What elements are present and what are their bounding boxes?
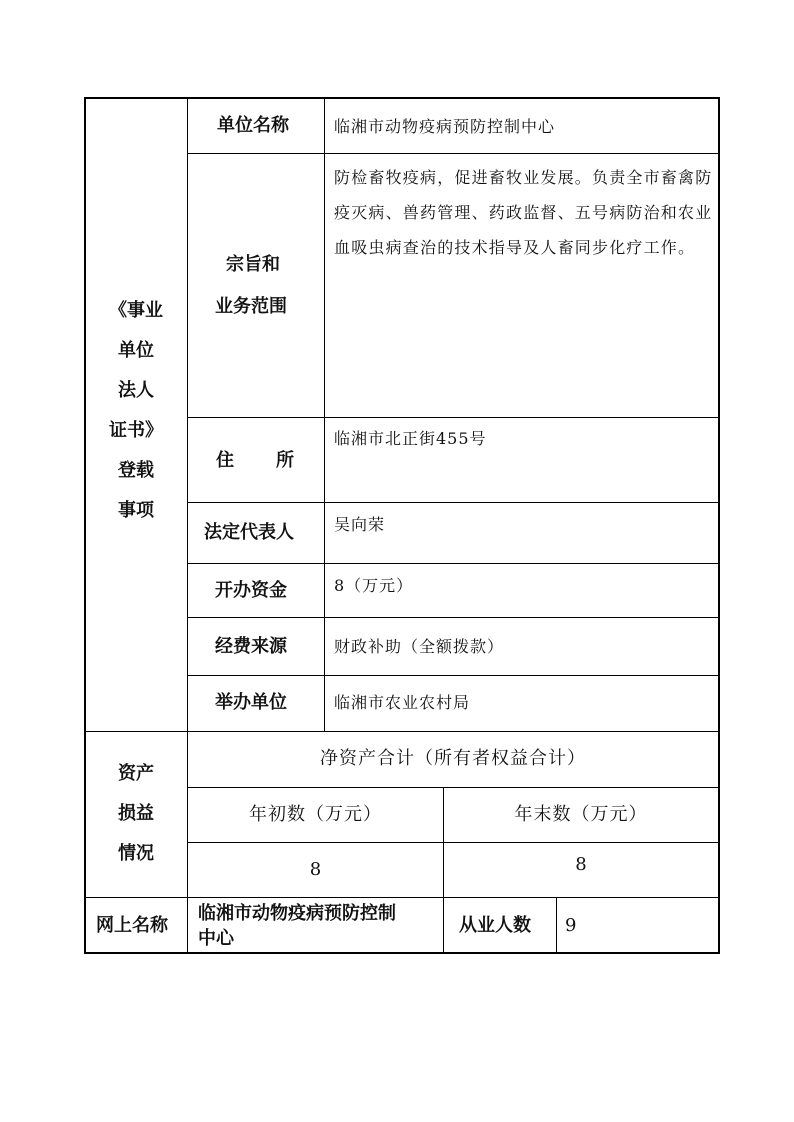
purpose-label-line-1: 宗旨和 <box>226 254 280 275</box>
online-name-label: 网上名称 <box>96 915 168 936</box>
divider <box>556 898 557 954</box>
divider <box>187 787 719 788</box>
legal-rep-label: 法定代表人 <box>204 522 294 543</box>
assets-title-line: 情况 <box>118 843 154 864</box>
funding-label: 经费来源 <box>215 636 287 657</box>
divider <box>187 563 719 564</box>
assets-title-line: 损益 <box>118 803 154 824</box>
divider <box>187 502 719 503</box>
begin-amount-value: 8 <box>309 859 322 880</box>
address-label: 住 所 <box>216 450 296 471</box>
divider <box>324 97 325 732</box>
divider <box>187 675 719 676</box>
assets-title-line: 资产 <box>118 763 154 784</box>
registration-title-line: 单位 <box>118 340 154 361</box>
registration-title-line: 事项 <box>118 500 154 521</box>
end-amount-label: 年末数（万元） <box>514 804 648 825</box>
registration-title-line: 法人 <box>118 380 154 401</box>
registration-title-line: 《事业 <box>109 300 163 321</box>
divider <box>187 417 719 418</box>
divider <box>187 842 719 843</box>
assets-section-title <box>84 754 188 874</box>
unit-name-value: 临湘市动物疫病预防控制中心 <box>334 117 556 136</box>
table-border-right <box>718 97 720 954</box>
divider <box>187 617 719 618</box>
registration-title-line: 登载 <box>118 460 154 481</box>
divider <box>84 731 720 732</box>
address-value: 临湘市北正街455号 <box>334 429 487 448</box>
purpose-label-line-2: 业务范围 <box>215 296 287 317</box>
sponsor-value: 临湘市农业农村局 <box>334 693 471 712</box>
table-border-top <box>84 97 720 99</box>
sponsor-label: 举办单位 <box>215 692 287 713</box>
registration-title-line: 证书》 <box>109 420 163 441</box>
capital-label: 开办资金 <box>215 580 287 601</box>
end-amount-value: 8 <box>575 854 587 875</box>
legal-rep-value: 吴向荣 <box>334 515 386 534</box>
purpose-value: 防检畜牧疫病，促进畜牧业发展。负责全市畜禽防疫灭病、兽药管理、药政监督、五号病防治和农业血吸虫病查治的技术指导及人畜同步化疗工作。 <box>334 168 713 257</box>
divider <box>187 153 719 154</box>
table-border-bottom <box>84 952 720 954</box>
online-name-value-line-1: 临湘市动物疫病预防控制 <box>198 903 396 924</box>
registration-section-title <box>84 291 188 531</box>
funding-value: 财政补助（全额拨款） <box>334 637 505 656</box>
employees-label: 从业人数 <box>459 915 531 936</box>
divider <box>84 897 720 898</box>
online-name-value-line-2: 中心 <box>198 928 234 949</box>
unit-name-label: 单位名称 <box>217 115 289 136</box>
capital-value: 8（万元） <box>334 576 414 595</box>
begin-amount-label: 年初数（万元） <box>249 804 382 825</box>
net-assets-header: 净资产合计（所有者权益合计） <box>320 748 586 769</box>
employees-value: 9 <box>565 915 577 936</box>
